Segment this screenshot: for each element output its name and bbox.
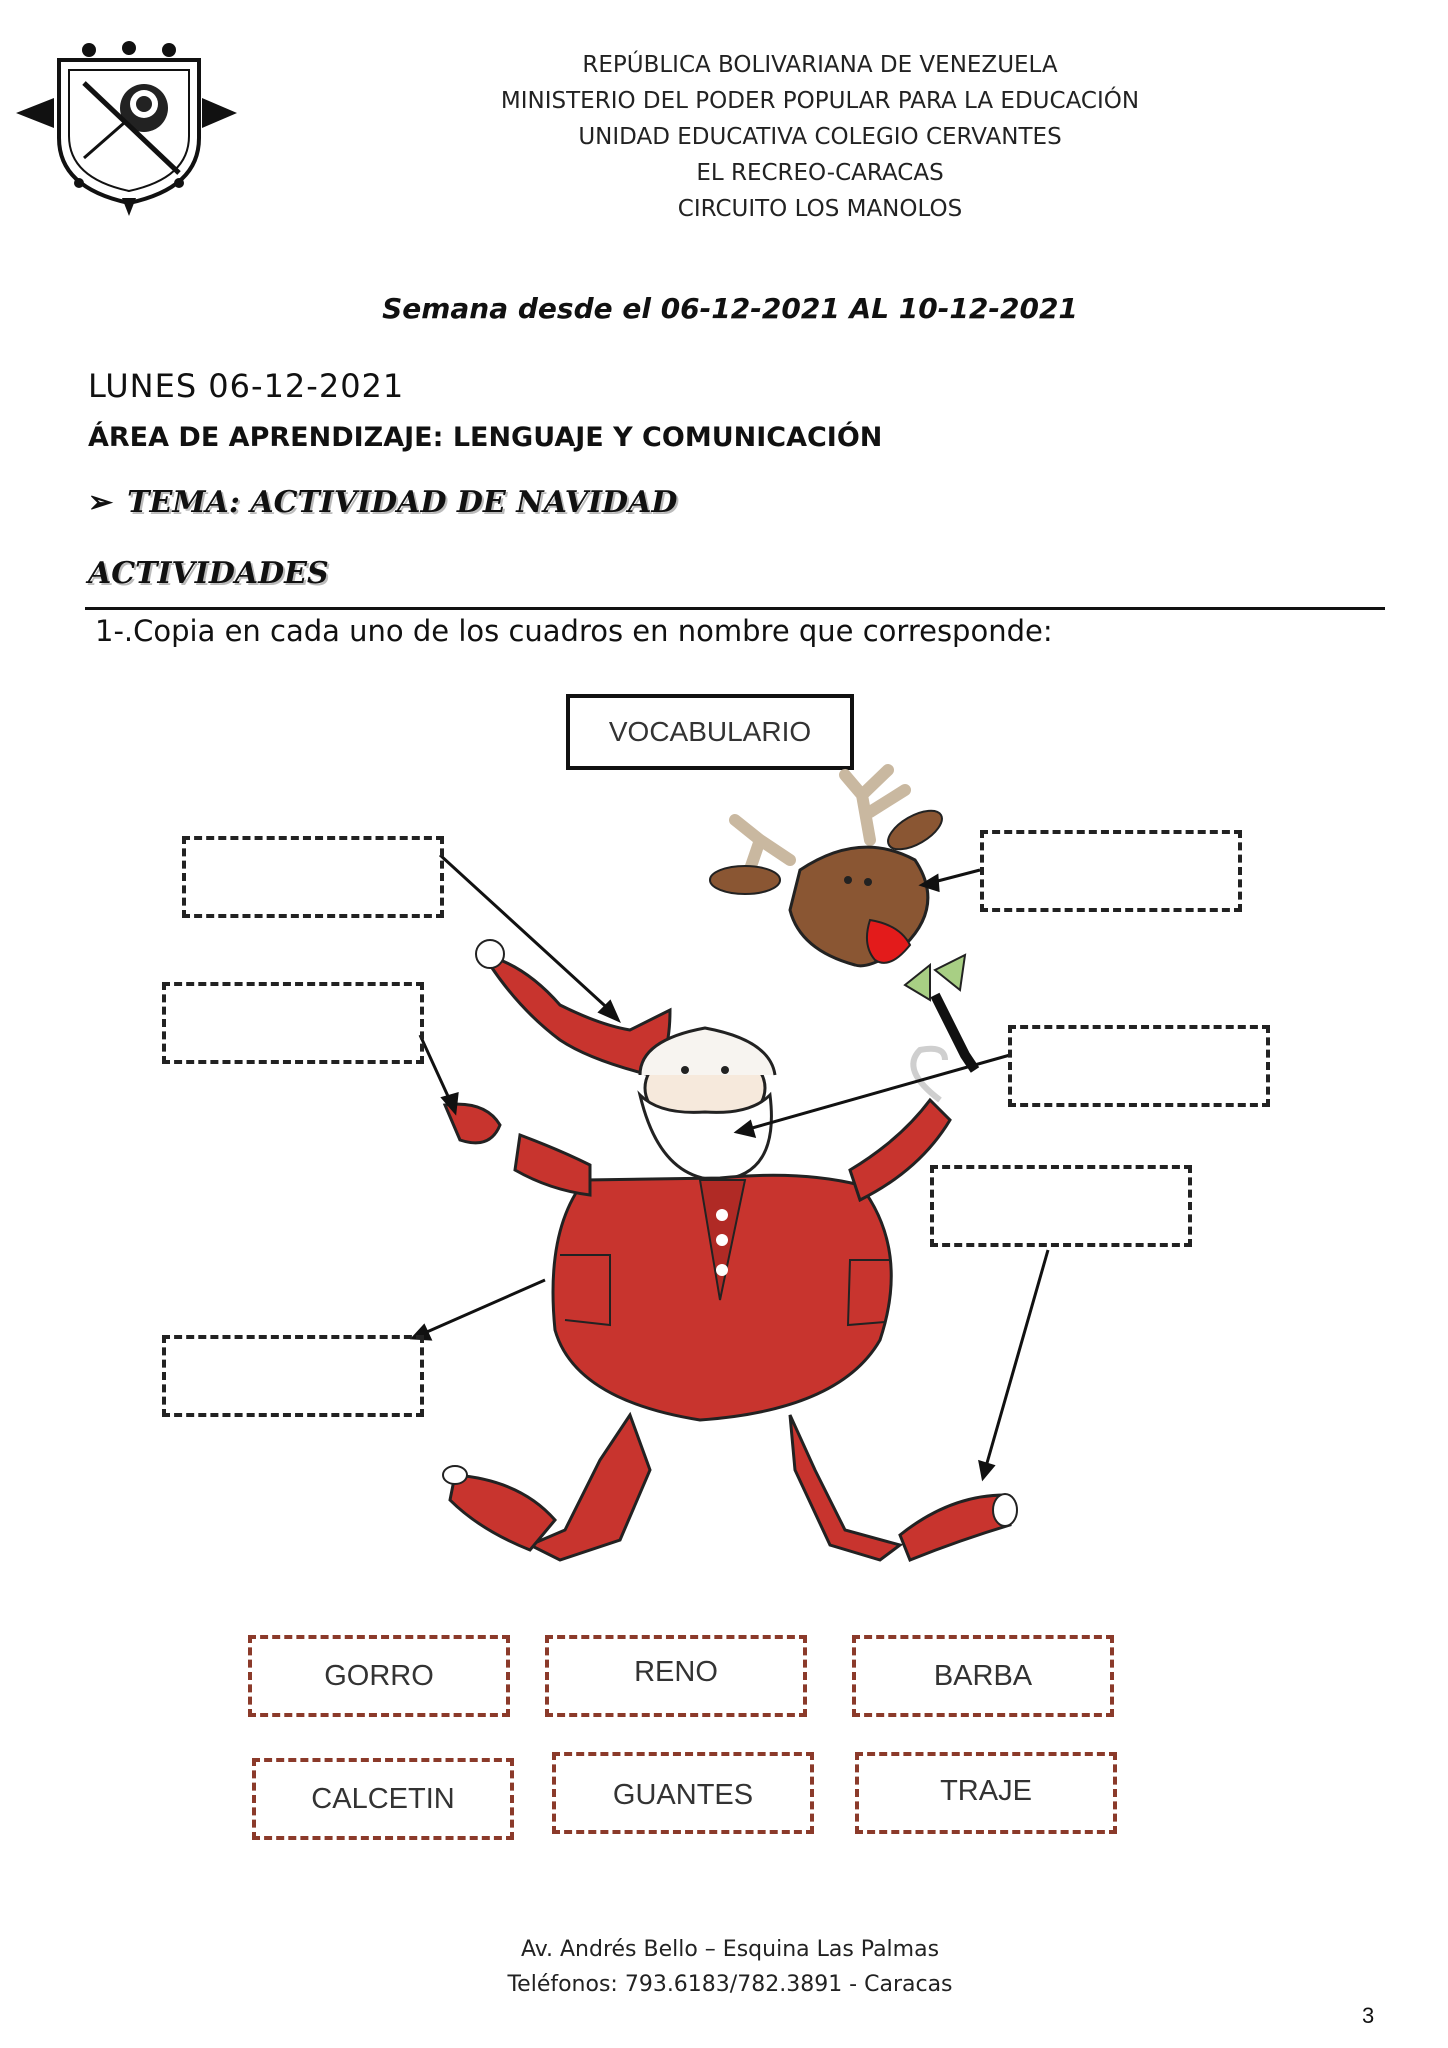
- word-card-traje: TRAJE: [855, 1752, 1117, 1834]
- day-date: LUNES 06-12-2021: [88, 367, 405, 405]
- answer-box-beard[interactable]: [1008, 1025, 1270, 1107]
- footer-address: Av. Andrés Bello – Esquina Las Palmas: [520, 1937, 940, 1962]
- header-circuit: CIRCUITO LOS MANOLOS: [677, 196, 963, 222]
- learning-area: ÁREA DE APRENDIZAJE: LENGUAJE Y COMUNICACIÓN: [88, 422, 883, 453]
- vocabulary-title-box: VOCABULARIO: [566, 694, 854, 770]
- word-card-calcetin: CALCETIN: [252, 1758, 514, 1840]
- word-card-gorro: GORRO: [248, 1635, 510, 1717]
- activities-heading: ACTIVIDADES: [88, 556, 329, 591]
- header-school: UNIDAD EDUCATIVA COLEGIO CERVANTES: [578, 124, 1062, 150]
- reindeer-head: [710, 770, 975, 1070]
- word-card-barba: BARBA: [852, 1635, 1114, 1717]
- word-card-guantes: GUANTES: [552, 1752, 814, 1834]
- answer-box-reindeer[interactable]: [980, 830, 1242, 912]
- page-number: 3: [1362, 2003, 1375, 2028]
- header-republic: REPÚBLICA BOLIVARIANA DE VENEZUELA: [582, 52, 1058, 78]
- topic-text: TEMA: ACTIVIDAD DE NAVIDAD: [127, 485, 678, 520]
- word-card-reno: RENO: [545, 1635, 807, 1717]
- instruction-text: 1-.Copia en cada uno de los cuadros en nombre que corresponde:: [95, 614, 1053, 648]
- arrow-bullet-icon: ➢: [88, 485, 114, 520]
- week-range: Semana desde el 06-12-2021 AL 10-12-2021: [382, 292, 1078, 325]
- answer-box-glove[interactable]: [162, 982, 424, 1064]
- answer-box-stocking[interactable]: [930, 1165, 1192, 1247]
- footer-phones: Teléfonos: 793.6183/782.3891 - Caracas: [507, 1972, 953, 1997]
- header-ministry: MINISTERIO DEL PODER POPULAR PARA LA EDUCACIÓN: [500, 88, 1140, 114]
- header-location: EL RECREO-CARACAS: [696, 160, 944, 186]
- answer-box-hat[interactable]: [182, 836, 444, 918]
- answer-box-suit[interactable]: [162, 1335, 424, 1417]
